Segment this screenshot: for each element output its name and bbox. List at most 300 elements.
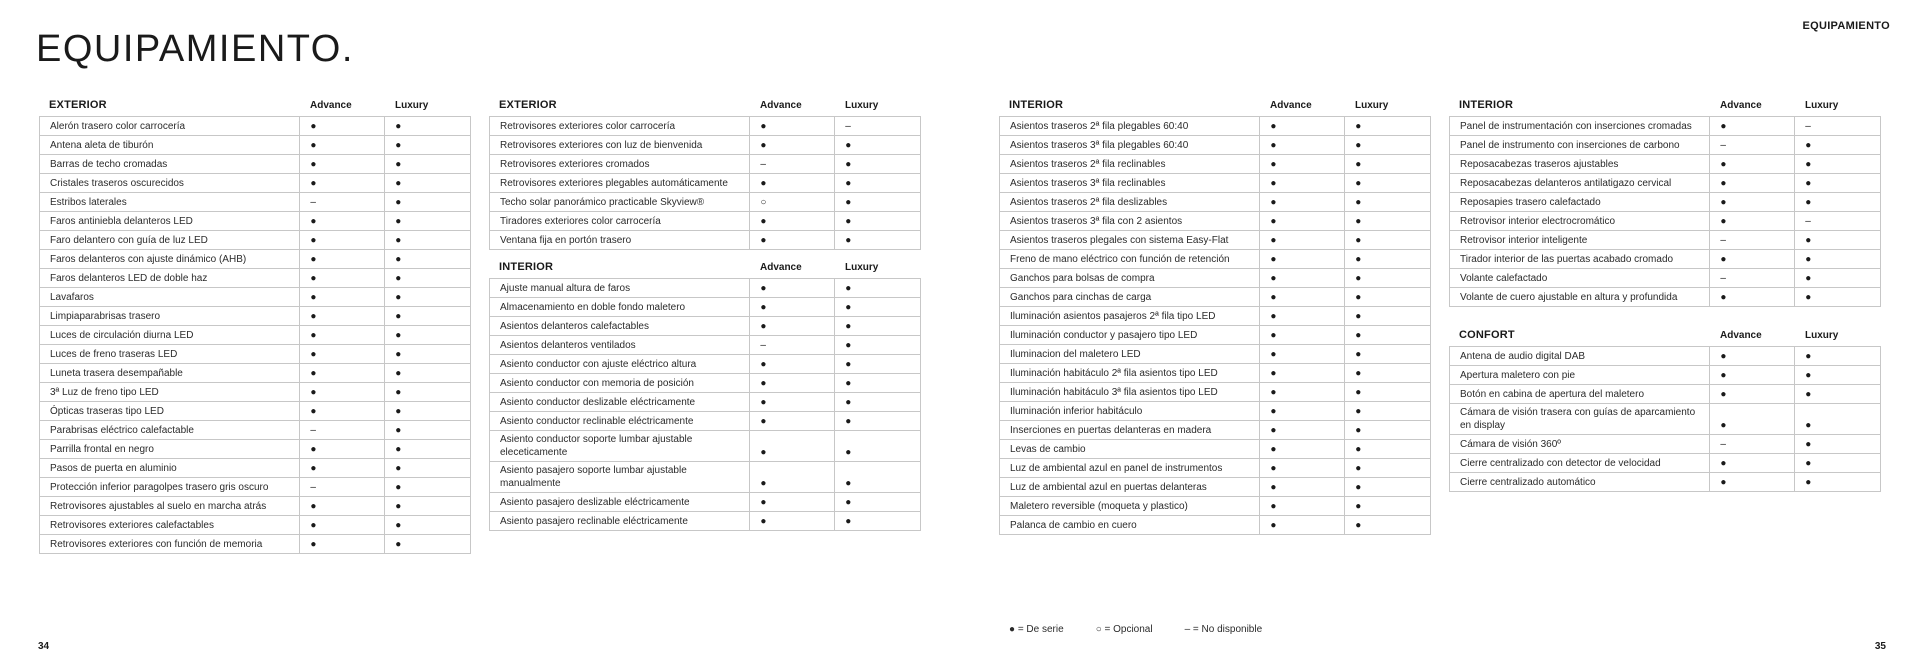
table-row <box>40 402 470 421</box>
luxury-value-text: ● <box>1355 482 1362 493</box>
advance-value <box>1260 193 1345 211</box>
feature-name-text: Retrovisor interior electrocromático <box>1460 215 1616 227</box>
advance-value <box>1260 421 1345 439</box>
advance-value-text: ● <box>310 349 317 360</box>
feature-name <box>1450 473 1710 491</box>
feature-name <box>1000 459 1260 477</box>
advance-value-text: ● <box>760 302 767 313</box>
luxury-value <box>1345 402 1430 420</box>
luxury-value <box>385 383 470 401</box>
luxury-value-text: ● <box>1805 254 1812 265</box>
advance-value-text: – <box>310 482 316 493</box>
feature-name <box>1000 117 1260 135</box>
advance-value-text: ● <box>1720 420 1727 431</box>
advance-value-text: ● <box>760 178 767 189</box>
advance-value-text: ● <box>310 444 317 455</box>
feature-name-text: Iluminacion del maletero LED <box>1010 348 1141 360</box>
feature-name-text: Parrilla frontal en negro <box>50 443 154 455</box>
advance-value-text: ● <box>1720 121 1727 132</box>
feature-name <box>490 412 750 430</box>
luxury-value-text: ● <box>1355 178 1362 189</box>
luxury-value <box>1345 345 1430 363</box>
feature-name-text: Luneta trasera desempañable <box>50 367 183 379</box>
luxury-value <box>385 269 470 287</box>
column-advance: Advance <box>760 261 802 273</box>
table-row <box>40 250 470 269</box>
luxury-value-text: ● <box>395 539 402 550</box>
luxury-value-text: ● <box>845 140 852 151</box>
feature-name <box>1000 174 1260 192</box>
advance-value-text: ● <box>310 330 317 341</box>
advance-value-text: ● <box>310 216 317 227</box>
table-row <box>490 317 920 336</box>
advance-value <box>300 250 385 268</box>
advance-value-text: ● <box>1270 311 1277 322</box>
luxury-value-text: ● <box>1355 254 1362 265</box>
section-label: EQUIPAMIENTO <box>1802 20 1890 32</box>
table-row <box>1450 435 1880 454</box>
advance-value <box>300 117 385 135</box>
advance-value-text: ● <box>1270 501 1277 512</box>
table-row <box>490 231 920 249</box>
table-title: CONFORT <box>1459 329 1515 341</box>
advance-value <box>1710 269 1795 287</box>
advance-value-text: ● <box>310 178 317 189</box>
luxury-value <box>835 298 920 316</box>
advance-value-text: – <box>310 197 316 208</box>
advance-value <box>300 345 385 363</box>
feature-name <box>490 393 750 411</box>
table-row <box>40 136 470 155</box>
advance-value <box>300 535 385 553</box>
luxury-value <box>385 193 470 211</box>
advance-value-text: ● <box>760 378 767 389</box>
table-row <box>1000 402 1430 421</box>
luxury-value-text: ● <box>1355 121 1362 132</box>
advance-value-text: – <box>1720 140 1726 151</box>
advance-value <box>750 279 835 297</box>
table-row <box>1000 231 1430 250</box>
luxury-value-text: ● <box>395 425 402 436</box>
feature-name <box>1000 478 1260 496</box>
feature-name-text: Estribos laterales <box>50 196 127 208</box>
feature-name <box>490 431 750 461</box>
feature-name <box>1000 345 1260 363</box>
luxury-value <box>385 421 470 439</box>
feature-name <box>490 493 750 511</box>
advance-value <box>1710 212 1795 230</box>
feature-name <box>40 288 300 306</box>
table-row <box>1450 269 1880 288</box>
luxury-value-text: ● <box>1355 140 1362 151</box>
feature-name-text: Asientos traseros 2ª fila plegables 60:40 <box>1010 120 1189 132</box>
table-row <box>490 393 920 412</box>
feature-name <box>1450 212 1710 230</box>
table-row <box>490 117 920 136</box>
table-row <box>1000 383 1430 402</box>
table-body <box>489 278 921 531</box>
luxury-value-text: ● <box>1805 439 1812 450</box>
feature-name-text: Almacenamiento en doble fondo maletero <box>500 301 686 313</box>
luxury-value-text: ● <box>395 444 402 455</box>
advance-value-text: ● <box>760 447 767 458</box>
luxury-value <box>835 117 920 135</box>
feature-name <box>40 440 300 458</box>
luxury-value-text: ● <box>395 235 402 246</box>
advance-value-text: ● <box>1270 140 1277 151</box>
luxury-value <box>385 516 470 534</box>
advance-value-text: ● <box>310 387 317 398</box>
feature-name-text: Asientos traseros 2ª fila deslizables <box>1010 196 1168 208</box>
feature-name <box>1000 136 1260 154</box>
table-row <box>40 364 470 383</box>
advance-value-text: ● <box>1270 463 1277 474</box>
advance-value-text: ● <box>760 321 767 332</box>
table-row <box>40 212 470 231</box>
feature-name <box>1000 326 1260 344</box>
table-row <box>490 462 920 493</box>
table-row <box>40 535 470 553</box>
table-row <box>1000 193 1430 212</box>
luxury-value-text: ● <box>395 292 402 303</box>
luxury-value-text: ● <box>395 520 402 531</box>
feature-name <box>490 231 750 249</box>
table-row <box>490 193 920 212</box>
advance-value-text: ● <box>760 140 767 151</box>
spec-table-confort <box>1449 326 1881 492</box>
feature-name <box>490 336 750 354</box>
luxury-value-text: ● <box>395 349 402 360</box>
advance-value <box>300 364 385 382</box>
table-row <box>1000 364 1430 383</box>
feature-name <box>1000 421 1260 439</box>
feature-name <box>1000 193 1260 211</box>
column-advance: Advance <box>1720 329 1762 341</box>
feature-name-text: Asiento conductor con memoria de posición <box>500 377 694 389</box>
advance-value-text: ● <box>760 397 767 408</box>
feature-name <box>490 212 750 230</box>
feature-name-text: Iluminación inferior habitáculo <box>1010 405 1143 417</box>
luxury-value <box>1795 435 1880 453</box>
table-row <box>1450 288 1880 306</box>
table-row <box>1450 366 1880 385</box>
luxury-value <box>385 402 470 420</box>
spec-table-interior-2 <box>999 96 1431 535</box>
table-row <box>40 117 470 136</box>
luxury-value-text: ● <box>1355 330 1362 341</box>
luxury-value-text: ● <box>395 368 402 379</box>
advance-value <box>1260 250 1345 268</box>
luxury-value <box>835 136 920 154</box>
luxury-value <box>1345 288 1430 306</box>
feature-name <box>40 193 300 211</box>
advance-value <box>750 355 835 373</box>
advance-value-text: ● <box>310 140 317 151</box>
luxury-value <box>1345 516 1430 534</box>
advance-value <box>300 155 385 173</box>
advance-value-text: ● <box>1270 444 1277 455</box>
advance-value <box>750 512 835 530</box>
table-row <box>40 193 470 212</box>
feature-name-text: Volante calefactado <box>1460 272 1548 284</box>
advance-value-text: ● <box>1720 351 1727 362</box>
feature-name <box>40 307 300 325</box>
luxury-value-text: ● <box>1805 197 1812 208</box>
advance-value <box>1260 478 1345 496</box>
luxury-value-text: ● <box>395 387 402 398</box>
advance-value-text: ● <box>1270 425 1277 436</box>
column-advance: Advance <box>1270 99 1312 111</box>
luxury-value <box>835 462 920 492</box>
feature-name <box>490 317 750 335</box>
feature-name-text: Lavafaros <box>50 291 94 303</box>
table-row <box>40 440 470 459</box>
legend-optional: ○ = Opcional <box>1095 624 1153 635</box>
luxury-value-text: ● <box>1805 370 1812 381</box>
feature-name-text: Cámara de visión 360º <box>1460 438 1561 450</box>
advance-value <box>1260 155 1345 173</box>
advance-value-text: ● <box>1270 349 1277 360</box>
table-row <box>1000 421 1430 440</box>
advance-value <box>1260 402 1345 420</box>
advance-value-text: ● <box>310 406 317 417</box>
advance-value-text: ● <box>310 235 317 246</box>
luxury-value-text: ● <box>1355 520 1362 531</box>
luxury-value-text: ● <box>395 140 402 151</box>
table-row <box>1450 117 1880 136</box>
page-number-right: 35 <box>1874 641 1886 652</box>
feature-name-text: Cierre centralizado automático <box>1460 476 1596 488</box>
feature-name-text: Retrovisores exteriores con luz de bienvenida <box>500 139 703 151</box>
advance-value-text: ● <box>310 254 317 265</box>
feature-name <box>490 155 750 173</box>
feature-name <box>1000 250 1260 268</box>
luxury-value <box>835 231 920 249</box>
feature-name-text: Iluminación asientos pasajeros 2ª fila tipo LED <box>1010 310 1216 322</box>
luxury-value-text: ● <box>1805 292 1812 303</box>
table-body <box>39 116 471 554</box>
advance-value <box>1260 117 1345 135</box>
advance-value-text: – <box>1720 235 1726 246</box>
advance-value-text: ● <box>310 159 317 170</box>
feature-name <box>1000 383 1260 401</box>
table-title: EXTERIOR <box>49 99 107 111</box>
feature-name-text: Freno de mano eléctrico con función de retención <box>1010 253 1230 265</box>
luxury-value <box>385 459 470 477</box>
feature-name-text: Ganchos para bolsas de compra <box>1010 272 1155 284</box>
feature-name-text: Botón en cabina de apertura del maletero <box>1460 388 1645 400</box>
advance-value-text: ● <box>1720 389 1727 400</box>
advance-value <box>750 493 835 511</box>
column-luxury: Luxury <box>1805 329 1839 341</box>
feature-name <box>40 364 300 382</box>
advance-value <box>1260 516 1345 534</box>
feature-name <box>40 383 300 401</box>
luxury-value-text: – <box>1805 216 1811 227</box>
feature-name <box>1000 212 1260 230</box>
luxury-value-text: ● <box>395 178 402 189</box>
feature-name-text: Tiradores exteriores color carrocería <box>500 215 661 227</box>
feature-name-text: Reposapies trasero calefactado <box>1460 196 1601 208</box>
table-row <box>490 374 920 393</box>
advance-value-text: – <box>1720 273 1726 284</box>
advance-value-text: ● <box>310 520 317 531</box>
luxury-value <box>1345 478 1430 496</box>
advance-value <box>1710 435 1795 453</box>
feature-name-text: Luz de ambiental azul en panel de instrumentos <box>1010 462 1223 474</box>
luxury-value-text: ● <box>395 311 402 322</box>
luxury-value-text: ● <box>1355 425 1362 436</box>
feature-name-text: Ajuste manual altura de faros <box>500 282 631 294</box>
advance-value-text: ● <box>760 235 767 246</box>
feature-name-text: Retrovisores ajustables al suelo en marcha atrás <box>50 500 267 512</box>
table-row <box>490 155 920 174</box>
feature-name <box>1000 497 1260 515</box>
advance-value-text: ● <box>1270 121 1277 132</box>
table-body <box>1449 116 1881 307</box>
feature-name <box>40 117 300 135</box>
advance-value <box>300 136 385 154</box>
feature-name <box>40 402 300 420</box>
legend-unavailable: – = No disponible <box>1184 624 1263 635</box>
luxury-value <box>385 307 470 325</box>
advance-value-text: ● <box>1720 370 1727 381</box>
table-row <box>490 212 920 231</box>
feature-name <box>1450 435 1710 453</box>
luxury-value-text: ● <box>395 197 402 208</box>
luxury-value <box>1345 117 1430 135</box>
table-header <box>1449 96 1881 114</box>
feature-name <box>1450 250 1710 268</box>
luxury-value <box>835 279 920 297</box>
feature-name-text: Asientos traseros 2ª fila reclinables <box>1010 158 1166 170</box>
luxury-value <box>1345 459 1430 477</box>
luxury-value <box>385 364 470 382</box>
feature-name-text: Protección inferior paragolpes trasero gris oscuro <box>50 481 269 493</box>
luxury-value-text: ● <box>1355 216 1362 227</box>
luxury-value-text: ● <box>1805 420 1812 431</box>
luxury-value <box>1795 473 1880 491</box>
advance-value-text: ● <box>1270 387 1277 398</box>
advance-value-text: ● <box>1270 197 1277 208</box>
table-header <box>999 96 1431 114</box>
table-header <box>489 96 921 114</box>
luxury-value <box>1345 136 1430 154</box>
advance-value <box>750 393 835 411</box>
luxury-value-text: ● <box>395 330 402 341</box>
luxury-value-text: ● <box>395 273 402 284</box>
table-row <box>490 431 920 462</box>
feature-name <box>1450 117 1710 135</box>
advance-value-text: ● <box>760 416 767 427</box>
advance-value-text: ● <box>760 283 767 294</box>
feature-name <box>40 516 300 534</box>
advance-value <box>1260 364 1345 382</box>
feature-name-text: Ópticas traseras tipo LED <box>50 405 164 417</box>
luxury-value-text: ● <box>845 302 852 313</box>
feature-name-text: Techo solar panorámico practicable Skyview® <box>500 196 705 208</box>
table-row <box>1000 250 1430 269</box>
table-title: EXTERIOR <box>499 99 557 111</box>
table-row <box>1450 231 1880 250</box>
feature-name <box>1000 269 1260 287</box>
advance-value-text: ● <box>1270 482 1277 493</box>
luxury-value <box>385 231 470 249</box>
table-row <box>40 288 470 307</box>
advance-value <box>1710 347 1795 365</box>
feature-name <box>1000 155 1260 173</box>
advance-value-text: ● <box>310 501 317 512</box>
table-row <box>1000 516 1430 534</box>
feature-name-text: Reposacabezas delanteros antilatigazo cervical <box>1460 177 1672 189</box>
advance-value-text: ● <box>760 121 767 132</box>
advance-value <box>300 440 385 458</box>
table-row <box>490 298 920 317</box>
luxury-value-text: ● <box>1805 178 1812 189</box>
feature-name-text: Asiento conductor reclinable eléctricamente <box>500 415 694 427</box>
luxury-value <box>1345 269 1430 287</box>
luxury-value <box>835 512 920 530</box>
spec-table-interior-3 <box>1449 96 1881 307</box>
table-row <box>1000 478 1430 497</box>
feature-name-text: Asiento conductor soporte lumbar ajustable eleceticamente <box>500 434 693 458</box>
advance-value <box>1260 326 1345 344</box>
luxury-value <box>1795 288 1880 306</box>
advance-value <box>750 231 835 249</box>
luxury-value-text: ● <box>845 478 852 489</box>
advance-value <box>1260 307 1345 325</box>
feature-name <box>1450 454 1710 472</box>
feature-name-text: Asiento pasajero reclinable eléctricamente <box>500 515 688 527</box>
feature-name <box>1450 269 1710 287</box>
advance-value-text: ● <box>1720 477 1727 488</box>
column-luxury: Luxury <box>845 99 879 111</box>
feature-name-text: Faros delanteros LED de doble haz <box>50 272 208 284</box>
advance-value <box>750 136 835 154</box>
luxury-value-text: ● <box>1805 140 1812 151</box>
advance-value <box>1260 288 1345 306</box>
table-row <box>1450 193 1880 212</box>
luxury-value <box>1345 155 1430 173</box>
luxury-value <box>385 535 470 553</box>
feature-name-text: Panel de instrumentación con inserciones cromadas <box>1460 120 1692 132</box>
advance-value <box>300 478 385 496</box>
luxury-value <box>385 174 470 192</box>
luxury-value-text: ● <box>395 406 402 417</box>
legend-standard: ● = De serie <box>1009 624 1064 635</box>
advance-value-text: ● <box>1270 254 1277 265</box>
table-row <box>1450 136 1880 155</box>
feature-name-text: Asientos delanteros ventilados <box>500 339 636 351</box>
luxury-value-text: ● <box>395 159 402 170</box>
feature-name-text: Antena aleta de tiburón <box>50 139 154 151</box>
column-advance: Advance <box>1720 99 1762 111</box>
table-row <box>40 383 470 402</box>
feature-name <box>40 459 300 477</box>
table-row <box>40 497 470 516</box>
advance-value <box>750 317 835 335</box>
luxury-value-text: ● <box>1805 351 1812 362</box>
table-row <box>1450 347 1880 366</box>
feature-name-text: Asiento pasajero deslizable eléctricamente <box>500 496 690 508</box>
luxury-value-text: ● <box>1355 235 1362 246</box>
feature-name-text: Iluminación habitáculo 3ª fila asientos tipo LED <box>1010 386 1218 398</box>
advance-value-text: ● <box>1270 235 1277 246</box>
feature-name-text: Pasos de puerta en aluminio <box>50 462 177 474</box>
luxury-value-text: ● <box>845 321 852 332</box>
feature-name <box>1450 231 1710 249</box>
table-row <box>1450 473 1880 491</box>
